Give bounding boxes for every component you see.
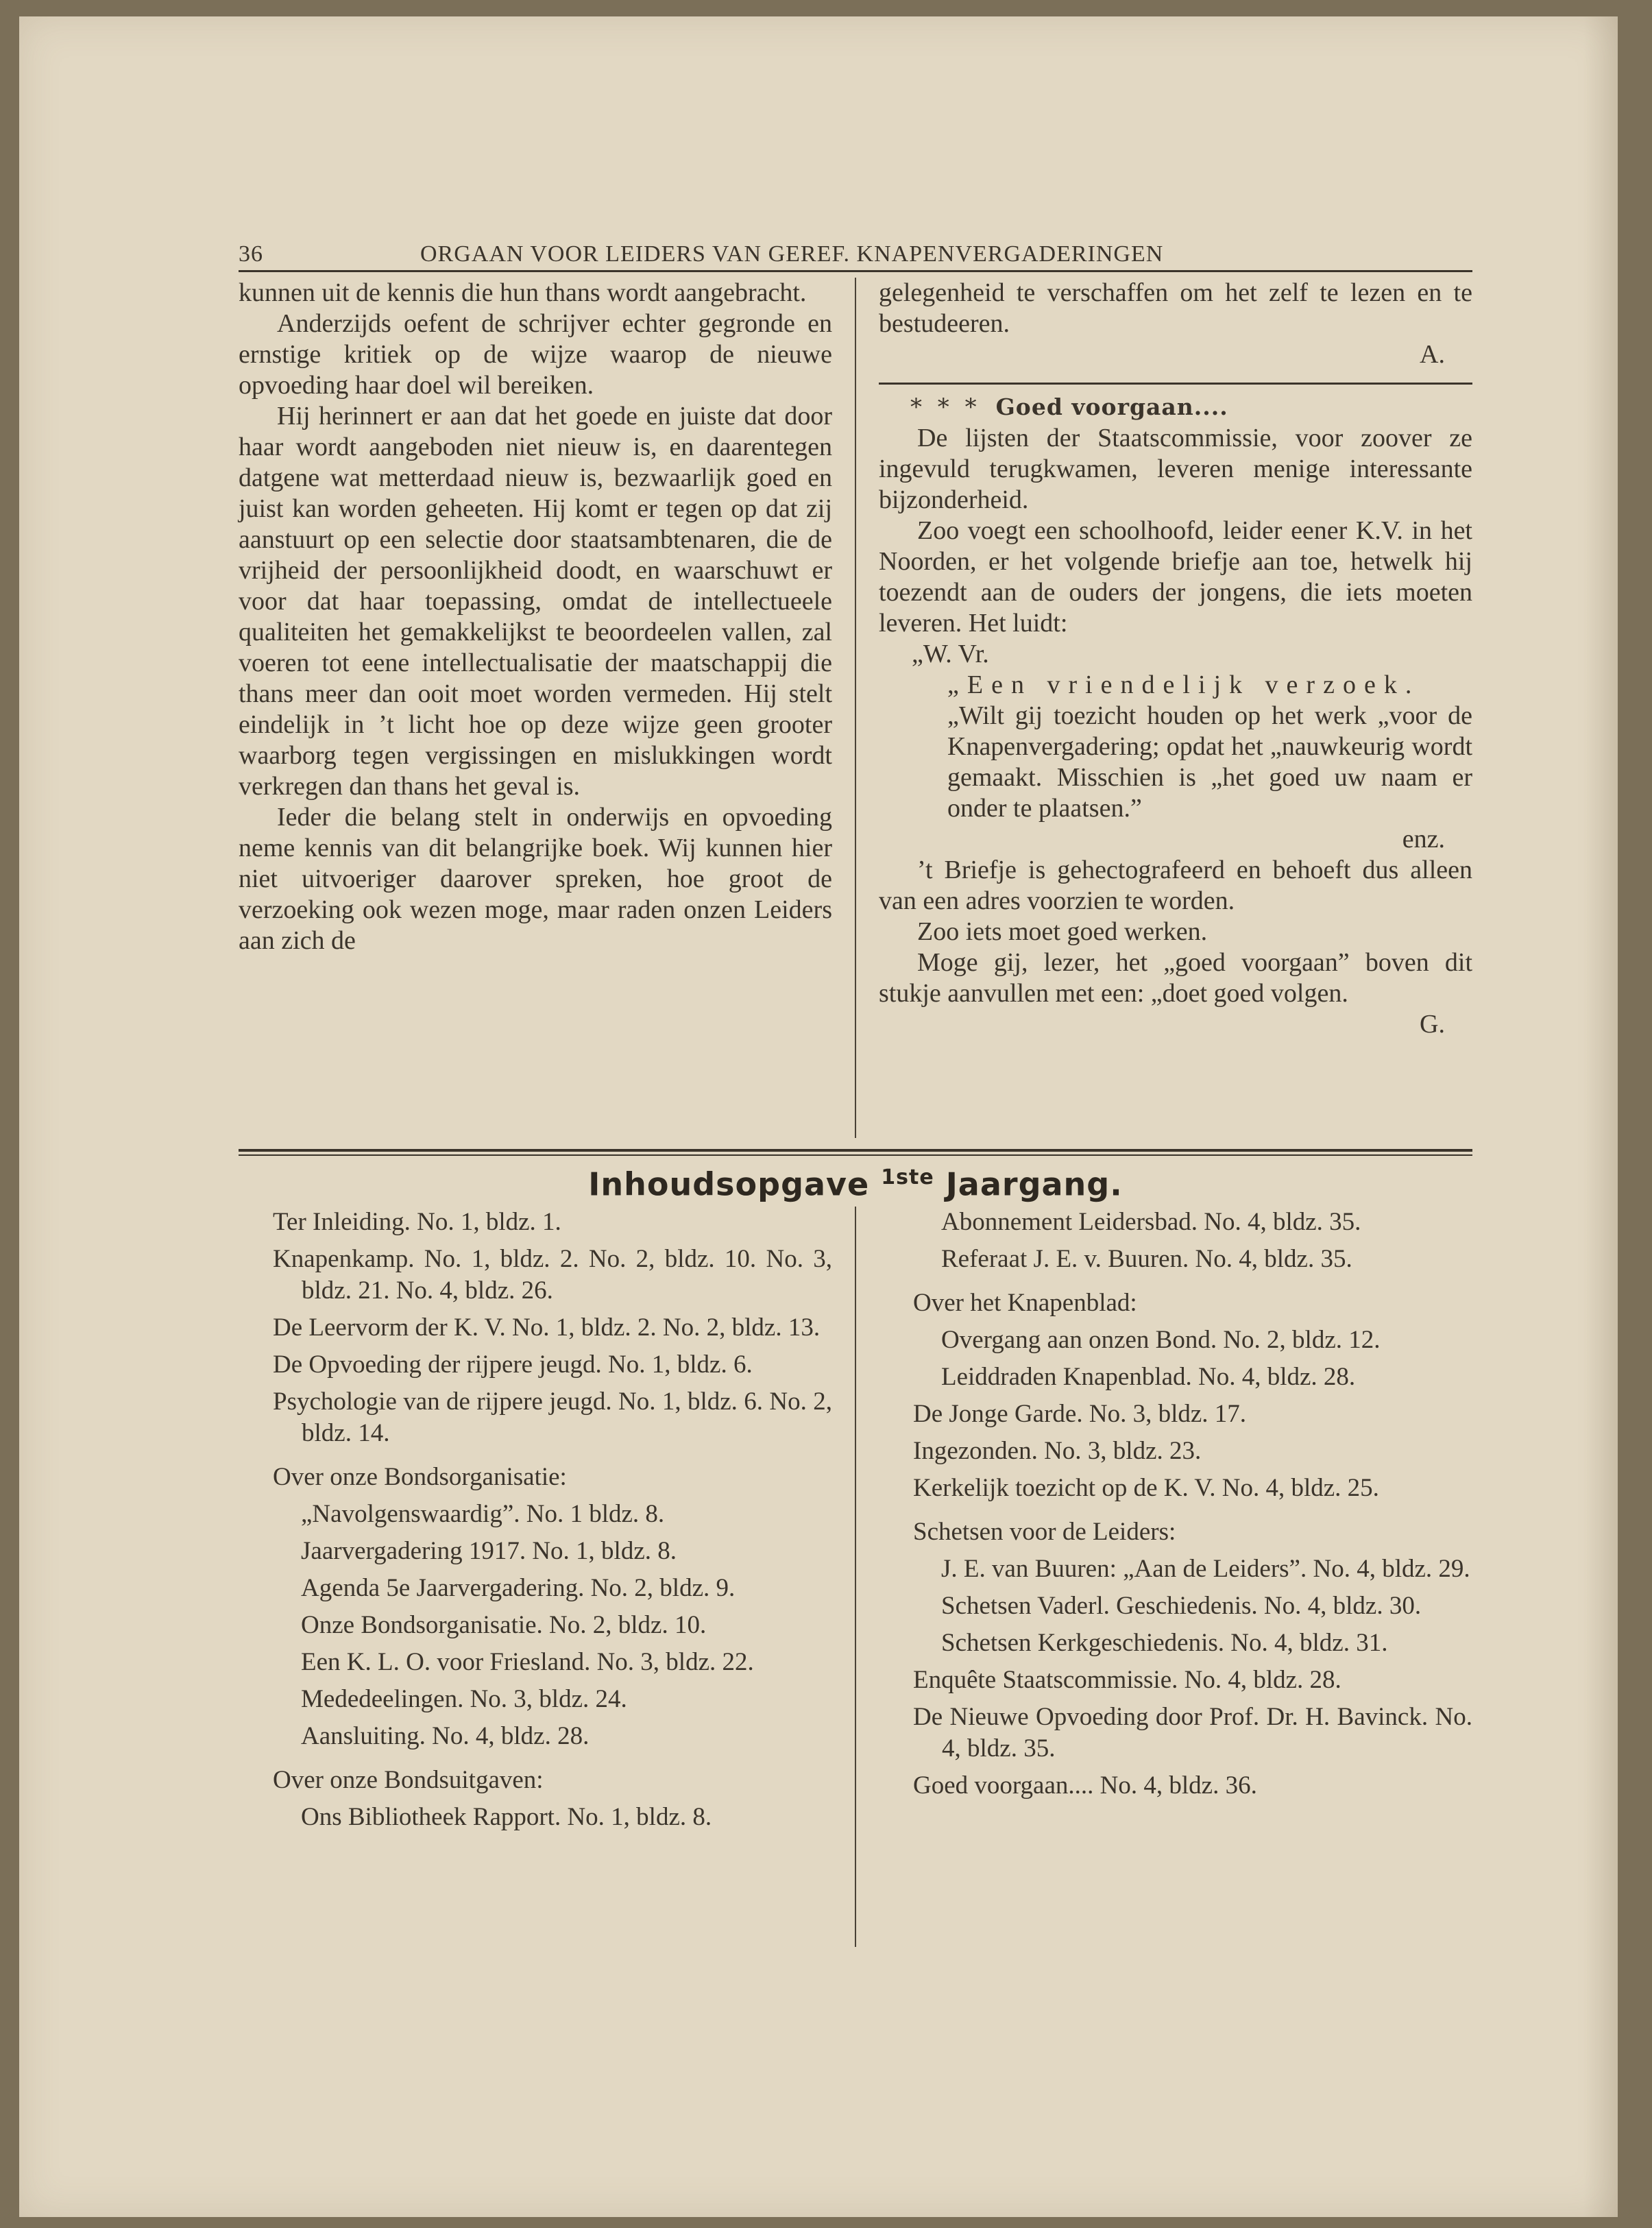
signature-g: G. [1420,1010,1445,1039]
toc-ordinal: 1ste [881,1165,934,1189]
page-edge-shadow [1583,16,1618,2217]
toc-column-divider [855,1207,856,1947]
toc-subentry: J. E. van Buuren: „Aan de Leiders”. No. 4, bldz. 29. [941,1555,1470,1584]
letter-salutation: „W. Vr. [912,640,989,668]
toc-entry: De Leervorm der K. V. No. 1, bldz. 2. No. 2, bldz. 13. [273,1313,821,1342]
right-column [879,278,1472,1145]
toc-entry: Knapenkamp. No. 1, bldz. 2. No. 2, bldz. 10. No. 3, bldz. 21. No. 4, bldz. 26. [273,1245,832,1305]
toc-subentry: „Navolgenswaardig”. No. 1 bldz. 8. [301,1500,665,1529]
asterism: * * * [910,393,981,421]
toc-subentry: Mededeelingen. No. 3, bldz. 24. [301,1685,627,1714]
paragraph: ’t Briefje is gehectografeerd en behoeft dus alleen van een adres voorzien te worden. [879,856,1472,915]
running-title: ORGAAN VOOR LEIDERS VAN GEREF. KNAPENVERGADERINGEN [420,241,1164,267]
toc-entry: Enquête Staatscommissie. No. 4, bldz. 28. [913,1666,1341,1695]
paragraph: Anderzijds oefent de schrijver echter gegronde en ernstige kritiek op de wijze waarop de nieuwe opvoeding haar doel wil bereiken. [239,309,832,400]
article-columns [239,278,1472,1145]
paragraph: Zoo iets moet goed werken. [917,917,1208,946]
toc-subentry: Agenda 5e Jaarvergadering. No. 2, bldz. 9. [301,1574,736,1603]
toc-subentry: Schetsen Kerkgeschiedenis. No. 4, bldz. 31. [941,1629,1388,1658]
toc-subentry: Overgang aan onzen Bond. No. 2, bldz. 12. [941,1326,1381,1355]
note-heading [910,391,1472,423]
toc-entry: Ingezonden. No. 3, bldz. 23. [913,1437,1202,1466]
toc-subentry: Jaarvergadering 1917. No. 1, bldz. 8. [301,1537,677,1566]
toc-group-heading: Schetsen voor de Leiders: [913,1518,1176,1547]
toc-entry: De Opvoeding der rijpere jeugd. No. 1, bldz. 6. [273,1351,753,1379]
left-column [239,278,832,1145]
signature-a: A. [1420,340,1445,369]
note-title: Goed voorgaan.... [995,393,1228,420]
toc-subentry: Abonnement Leidersbad. No. 4, bldz. 35. [941,1208,1361,1237]
page-content [239,241,1472,1839]
toc-entry: Ter Inleiding. No. 1, bldz. 1. [273,1208,561,1237]
toc-subentry: Referaat J. E. v. Buuren. No. 4, bldz. 35. [941,1245,1352,1274]
letter-enz: enz. [1402,825,1445,853]
toc-left-column [239,1207,832,1839]
toc-subentry: Ons Bibliotheek Rapport. No. 1, bldz. 8. [301,1803,712,1832]
toc-group-heading: Over onze Bondsorganisatie: [273,1463,567,1492]
toc-right-column [879,1207,1472,1839]
section-rule [879,383,1472,385]
toc-entry: Goed voorgaan.... No. 4, bldz. 36. [913,1771,1257,1800]
page-sheet [19,16,1618,2217]
toc-entry: Psychologie van de rijpere jeugd. No. 1, bldz. 6. No. 2, bldz. 14. [273,1388,832,1448]
toc-entry: De Jonge Garde. No. 3, bldz. 17. [913,1400,1247,1429]
letter-body: „Wilt gij toezicht houden op het werk „voor de Knapenvergadering; opdat het „nauwkeurig wordt gemaakt. Misschien is „het goed uw naam er onder te plaatsen.” [947,701,1472,823]
paragraph: gelegenheid te verschaffen om het zelf te lezen en te bestudeeren. [879,278,1472,338]
column-divider [855,278,856,1138]
paragraph: Zoo voegt een schoolhoofd, leider eener K.V. in het Noorden, er het volgende briefje aan toe, hetwelk hij toezendt aan de ouders der jongens, die iets moeten leveren. Het luidt: [879,516,1472,638]
letter-heading: „Een vriendelijk verzoek. [947,670,1420,699]
paragraph: Hij herinnert er aan dat het goede en juiste dat door haar wordt aangeboden niet nieuw is, en daarentegen datgene wat metterdaad nieuw is, bezwaarlijk goed en juist kan worden geheeten. Hij komt er tegen op dat zij aanstuurt op een selectie door staatsambtenaren, die de vrijheid der persoonlijkheid doodt, en waarschuwt er voor dat haar toepassing, omdat de intellectueele qualiteiten het gemakkelijkst te beoordeelen vallen, zal voeren tot eene intellectualisatie der maatschappij die thans meer dan ooit moet worden vermeden. Hij stelt eindelijk in ’t licht hoe op deze wijze geen grooter waarborg tegen vergissingen en mislukkingen wordt verkregen dan thans het geval is. [239,402,832,801]
toc-group-heading: Over onze Bondsuitgaven: [273,1766,544,1795]
paragraph: Ieder die belang stelt in onderwijs en opvoeding neme kennis van dit belangrijke boek. Wij kunnen hier niet uitvoeriger daarover spreken, hoe groot de verzoeking ook wezen moge, maar raden onzen Leiders aan zich de [239,803,832,955]
paragraph: kunnen uit de kennis die hun thans wordt aangebracht. [239,278,807,307]
toc-subentry: Schetsen Vaderl. Geschiedenis. No. 4, bldz. 30. [941,1592,1422,1621]
toc-entry: Kerkelijk toezicht op de K. V. No. 4, bldz. 25. [913,1474,1379,1503]
toc-group-heading: Over het Knapenblad: [913,1289,1137,1318]
double-rule [239,1149,1472,1156]
page-number: 36 [239,241,263,267]
table-of-contents [239,1207,1472,1839]
toc-title: Inhoudsopgave $^{1ste}$ Jaargang. [588,1165,1123,1203]
toc-subentry: Leiddraden Knapenblad. No. 4, bldz. 28. [941,1363,1356,1392]
paragraph: Moge gij, lezer, het „goed voorgaan” boven dit stukje aanvullen met een: „doet goed volgen. [879,948,1472,1008]
running-header [239,241,1472,272]
toc-entry: De Nieuwe Opvoeding door Prof. Dr. H. Bavinck. No. 4, bldz. 35. [913,1703,1472,1763]
toc-subentry: Aansluiting. No. 4, bldz. 28. [301,1722,590,1751]
paragraph: De lijsten der Staatscommissie, voor zoover ze ingevuld terugkwamen, leveren menige interessante bijzonderheid. [879,424,1472,514]
toc-subentry: Onze Bondsorganisatie. No. 2, bldz. 10. [301,1611,707,1640]
toc-subentry: Een K. L. O. voor Friesland. No. 3, bldz. 22. [301,1648,754,1677]
